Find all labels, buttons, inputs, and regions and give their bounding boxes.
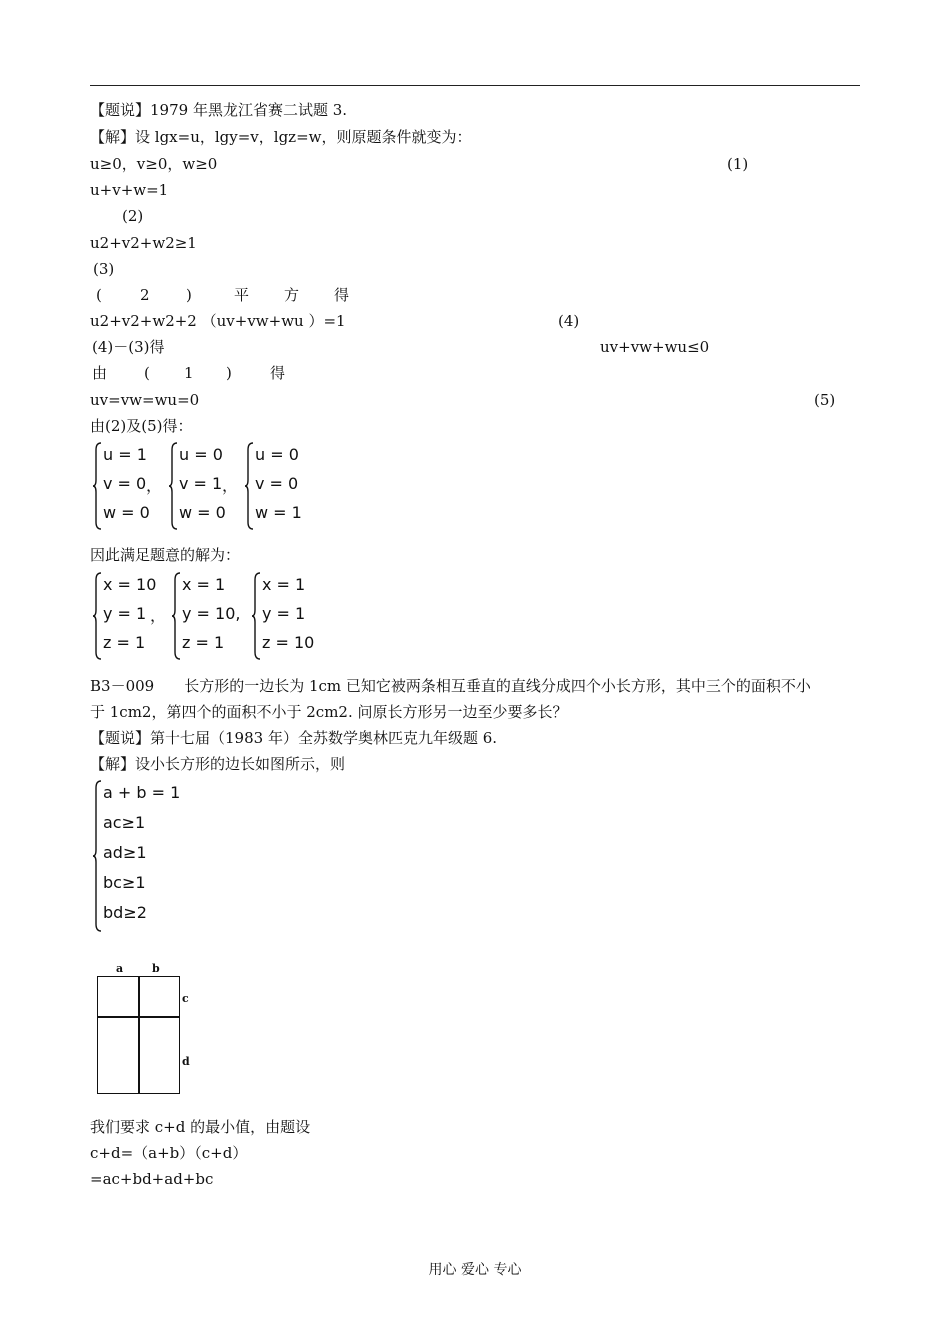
equation-row: w = 0 bbox=[179, 503, 226, 522]
equation-row: bc≥1 bbox=[103, 873, 146, 892]
solution-heading: 因此满足题意的解为： bbox=[90, 546, 241, 564]
equation-row: x = 1 bbox=[182, 575, 226, 594]
spread-token: 方 bbox=[284, 286, 300, 304]
equation-row: y = 10, bbox=[182, 604, 241, 623]
equation-row: x = 10 bbox=[103, 575, 157, 594]
system-xyz-2 bbox=[172, 572, 252, 660]
spread-token: 得 bbox=[334, 286, 350, 304]
equation-row: v = 1 bbox=[179, 474, 223, 493]
brace-icon bbox=[172, 572, 182, 660]
solution-intro-1: 【解】设 lgx=u，lgy=v，lgz=w，则原题条件就变为： bbox=[90, 128, 472, 146]
spread-token: 得 bbox=[270, 364, 286, 382]
work-line-2: c+d=（a+b）（c+d） bbox=[90, 1144, 248, 1162]
eq-number-5: (5) bbox=[814, 391, 836, 409]
equation-row: v = 0 bbox=[255, 474, 299, 493]
problem-source-1: 【题说】1979 年黑龙江省赛二试题 3. bbox=[90, 101, 348, 119]
condition-1: u≥0，v≥0，w≥0 bbox=[90, 155, 218, 173]
system-abcd bbox=[93, 780, 183, 932]
spread-token: ( bbox=[96, 286, 102, 304]
spread-token: 平 bbox=[234, 286, 250, 304]
equation-row: w = 1 bbox=[255, 503, 302, 522]
system-uvw-3 bbox=[245, 442, 315, 530]
equation-4: u2+v2+w2+2 （uv+vw+wu ）=1 bbox=[90, 312, 346, 330]
equation-row: bd≥2 bbox=[103, 903, 147, 922]
from-2-and-5: 由(2)及(5)得： bbox=[90, 417, 193, 435]
condition-2: u+v+w=1 bbox=[90, 181, 169, 199]
problem-b3-009-line1: B3－009 长方形的一边长为 1cm 已知它被两条相互垂直的直线分成四个小长方形，其中三个的面积不小 bbox=[90, 677, 811, 695]
equation-row: w = 0 bbox=[103, 503, 150, 522]
spread-token: 1 bbox=[184, 364, 194, 382]
work-line-3: =ac+bd+ad+bc bbox=[90, 1170, 214, 1188]
spread-token: ) bbox=[226, 364, 232, 382]
spread-token: 2 bbox=[140, 286, 150, 304]
eq-number-2: (2) bbox=[122, 207, 144, 225]
equation-row: x = 1 bbox=[262, 575, 306, 594]
inequality-result: uv+vw+wu≤0 bbox=[600, 338, 710, 356]
figure-label-c: c bbox=[182, 992, 189, 1005]
figure-label-d: d bbox=[182, 1055, 190, 1068]
brace-icon bbox=[252, 572, 262, 660]
equation-row: z = 1 bbox=[103, 633, 146, 652]
equation-row: z = 10 bbox=[262, 633, 315, 652]
separator-comma: ， bbox=[222, 476, 239, 495]
equation-row: y = 1 bbox=[103, 604, 147, 623]
equation-row: ad≥1 bbox=[103, 843, 147, 862]
eq-number-4: (4) bbox=[558, 312, 580, 330]
work-line-1: 我们要求 c+d 的最小值，由题设 bbox=[90, 1118, 311, 1136]
separator-comma: ， bbox=[146, 476, 163, 495]
page-footer: 用心 爱心 专心 bbox=[428, 1262, 522, 1278]
system-xyz-3 bbox=[252, 572, 327, 660]
problem-source-2: 【题说】第十七届（1983 年）全苏数学奥林匹克九年级题 6. bbox=[90, 729, 498, 747]
subtract-step: (4)－(3)得 bbox=[92, 338, 165, 356]
brace-icon bbox=[93, 780, 103, 932]
problem-b3-009-line2: 于 1cm2，第四个的面积不小于 2cm2. 问原长方形另一边至少要多长？ bbox=[90, 703, 568, 721]
spread-token: ) bbox=[186, 286, 192, 304]
rectangle-figure bbox=[97, 976, 180, 1094]
equation-row: a + b = 1 bbox=[103, 783, 181, 802]
spread-line-2 bbox=[0, 363, 950, 383]
brace-icon bbox=[245, 442, 255, 530]
equation-5: uv=vw=wu=0 bbox=[90, 391, 200, 409]
equation-row: v = 0 bbox=[103, 474, 147, 493]
separator-comma: ， bbox=[150, 606, 167, 625]
equation-row: u = 1 bbox=[103, 445, 147, 464]
vertical-divider bbox=[138, 977, 140, 1093]
equation-row: u = 0 bbox=[255, 445, 299, 464]
condition-3: u2+v2+w2≥1 bbox=[90, 234, 197, 252]
brace-icon bbox=[169, 442, 179, 530]
equation-row: z = 1 bbox=[182, 633, 225, 652]
equation-row: ac≥1 bbox=[103, 813, 146, 832]
spread-line-1 bbox=[0, 285, 950, 305]
equation-row: u = 0 bbox=[179, 445, 223, 464]
eq-number-3: (3) bbox=[93, 260, 115, 278]
eq-number-1: (1) bbox=[727, 155, 749, 173]
spread-token: ( bbox=[144, 364, 150, 382]
brace-icon bbox=[93, 442, 103, 530]
header-rule bbox=[90, 85, 860, 86]
brace-icon bbox=[93, 572, 103, 660]
figure-label-a: a bbox=[116, 962, 124, 975]
solution-intro-2: 【解】设小长方形的边长如图所示，则 bbox=[90, 755, 346, 773]
equation-row: y = 1 bbox=[262, 604, 306, 623]
figure-label-b: b bbox=[152, 962, 160, 975]
horizontal-divider bbox=[98, 1016, 179, 1018]
spread-token: 由 bbox=[92, 364, 108, 382]
